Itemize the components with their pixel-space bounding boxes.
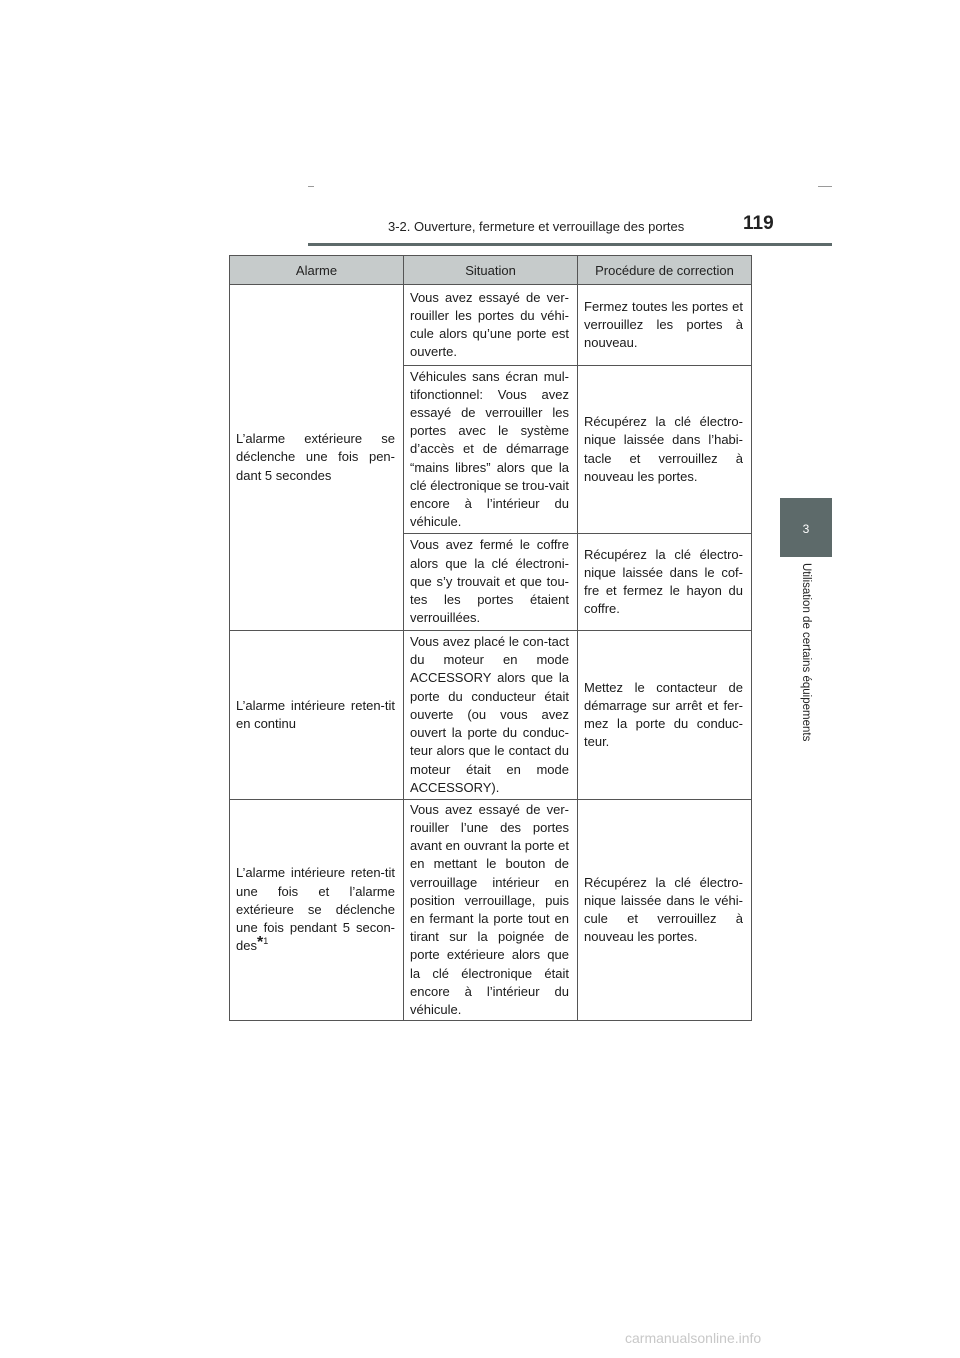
footer-watermark: carmanualsonline.info — [625, 1330, 762, 1346]
correction-cell: Mettez le contacteur de démarrage sur arrêt et fer-mez la porte du conduc-teur. — [578, 631, 752, 800]
situation-cell: Vous avez essayé de ver-rouiller les portes du véhi-cule alors qu’une porte est ouverte. — [404, 285, 578, 366]
table-row — [230, 800, 752, 1021]
situation-cell: Vous avez fermé le coffre alors que la clé électroni-que s’y trouvait et que tou-tes les portes étaient verrouillées. — [404, 534, 578, 631]
correction-cell: Récupérez la clé électro-nique laissée dans le cof-fre et fermez le hayon du coffre. — [578, 534, 752, 631]
alarm-cell: L’alarme intérieure reten-tit en continu — [230, 631, 404, 800]
alarm-table — [229, 255, 752, 1021]
alarm-cell: L’alarme extérieure se déclenche une fois pen-dant 5 secondes — [230, 285, 404, 631]
correction-cell: Récupérez la clé électro-nique laissée dans l’habi-tacle et verrouillez à nouveau les portes. — [578, 366, 752, 534]
footnote-reference: 1 — [263, 936, 269, 947]
situation-cell: Véhicules sans écran mul-tifonctionnel: Vous avez essayé de verrouiller les portes avec le système d’accès et de démarrage “mains libres” alors que la clé électronique se trou-vait encore à l’intérieur du véhicule. — [404, 366, 578, 534]
situation-cell: Vous avez placé le con-tact du moteur en mode ACCESSORY alors que la porte du conducteur était ouverte (ou vous avez ouvert la porte du conduc-teur alors que le contact du moteur était en mode ACCESSORY). — [404, 631, 578, 800]
correction-cell: Récupérez la clé électro-nique laissée dans le véhi-cule et verrouillez à nouveau les portes. — [578, 800, 752, 1021]
situation-cell: Vous avez essayé de ver-rouiller l’une des portes avant en ouvrant la porte et en mettant le bouton de verrouillage intérieur en position verrouillage, puis en fermant la porte tout en tirant sur la poignée de porte extérieure alors que la clé électronique était encore à l’intérieur du véhicule. — [404, 800, 578, 1021]
table-row — [230, 285, 752, 366]
crop-mark-right — [818, 186, 832, 187]
header-rule — [308, 243, 832, 246]
column-header-situation: Situation — [404, 256, 578, 285]
column-header-alarm: Alarme — [230, 256, 404, 285]
table-header-row — [230, 256, 752, 285]
chapter-tab — [780, 498, 832, 557]
alarm-cell-text: L’alarme intérieure reten-tit une fois et l’alarme extérieure se déclenche une fois pendant 5 secon-des — [236, 865, 395, 954]
chapter-title: Utilisation de certains équipements — [800, 563, 812, 742]
column-header-correction: Procédure de correction — [578, 256, 752, 285]
chapter-number: 3 — [802, 522, 810, 536]
page-number: 119 — [743, 213, 774, 234]
correction-cell: Fermez toutes les portes et verrouillez les portes à nouveau. — [578, 285, 752, 366]
alarm-cell — [230, 800, 404, 1021]
section-title: 3-2. Ouverture, fermeture et verrouillage des portes — [388, 219, 685, 234]
table-row — [230, 631, 752, 800]
footnote-asterisk: * — [256, 934, 264, 952]
crop-mark-left — [308, 186, 314, 187]
